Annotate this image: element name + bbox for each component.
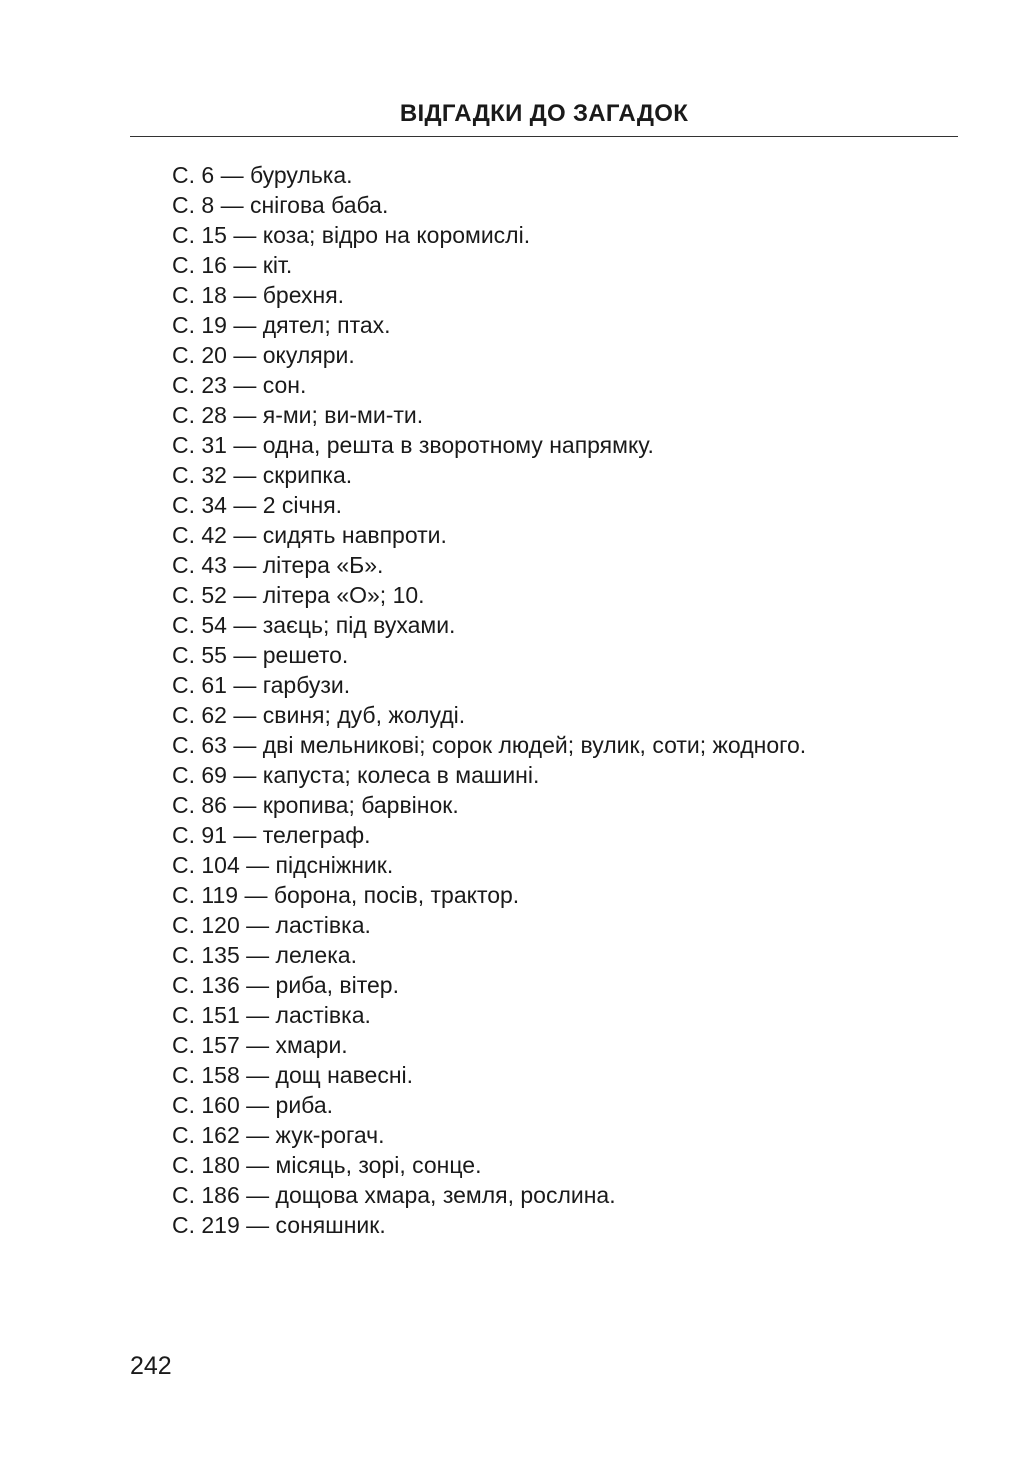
answer-item: С. 16 — кіт. [172, 252, 293, 278]
answer-item: С. 119 — борона, посів, трактор. [172, 882, 520, 908]
answer-item: С. 158 — дощ навесні. [172, 1062, 414, 1088]
answer-item: С. 15 — коза; відро на коромислі. [172, 222, 531, 248]
answer-item: С. 61 — гарбузи. [172, 672, 351, 698]
answer-item: С. 32 — скрипка. [172, 462, 353, 488]
answer-item: С. 6 — бурулька. [172, 162, 353, 188]
answer-item: С. 135 — лелека. [172, 942, 357, 968]
answer-item: С. 31 — одна, решта в зворотному напрямку. [172, 432, 654, 458]
answer-item: С. 160 — риба. [172, 1092, 334, 1118]
page-number: 242 [130, 1352, 172, 1380]
answer-item: С. 62 — свиня; дуб, жолуді. [172, 702, 466, 728]
answer-item: С. 28 — я-ми; ви-ми-ти. [172, 402, 424, 428]
answer-item: С. 186 — дощова хмара, земля, рослина. [172, 1182, 616, 1208]
answer-item: С. 42 — сидять навпроти. [172, 522, 447, 548]
answer-item: С. 91 — телеграф. [172, 822, 371, 848]
answer-item: С. 69 — капуста; колеса в машині. [172, 762, 540, 788]
answer-item: С. 23 — сон. [172, 372, 307, 398]
answer-item: С. 157 — хмари. [172, 1032, 348, 1058]
answer-item: С. 86 — кропива; барвінок. [172, 792, 459, 818]
answer-item: С. 219 — соняшник. [172, 1212, 386, 1238]
answer-item: С. 180 — місяць, зорі, сонце. [172, 1152, 482, 1178]
answer-item: С. 18 — брехня. [172, 282, 345, 308]
answer-item: С. 63 — дві мельникові; сорок людей; вулик, соти; жодного. [172, 732, 807, 758]
page-title: ВІДГАДКИ ДО ЗАГАДОК [399, 100, 689, 127]
answer-item: С. 20 — окуляри. [172, 342, 355, 368]
answer-item: С. 104 — підсніжник. [172, 852, 394, 878]
answer-item: С. 151 — ластівка. [172, 1002, 371, 1028]
answer-item: С. 8 — снігова баба. [172, 192, 389, 218]
answer-item: С. 43 — літера «Б». [172, 552, 384, 578]
answer-item: С. 136 — риба, вітер. [172, 972, 399, 998]
answer-item: С. 55 — решето. [172, 642, 349, 668]
answer-item: С. 120 — ластівка. [172, 912, 371, 938]
answer-item: С. 34 — 2 січня. [172, 492, 343, 518]
answer-item: С. 19 — дятел; птах. [172, 312, 391, 338]
answers-list [172, 160, 806, 1240]
page-header [130, 98, 958, 137]
answer-item: С. 52 — літера «О»; 10. [172, 582, 425, 608]
answer-item: С. 162 — жук-рогач. [172, 1122, 385, 1148]
answer-item: С. 54 — заєць; під вухами. [172, 612, 456, 638]
